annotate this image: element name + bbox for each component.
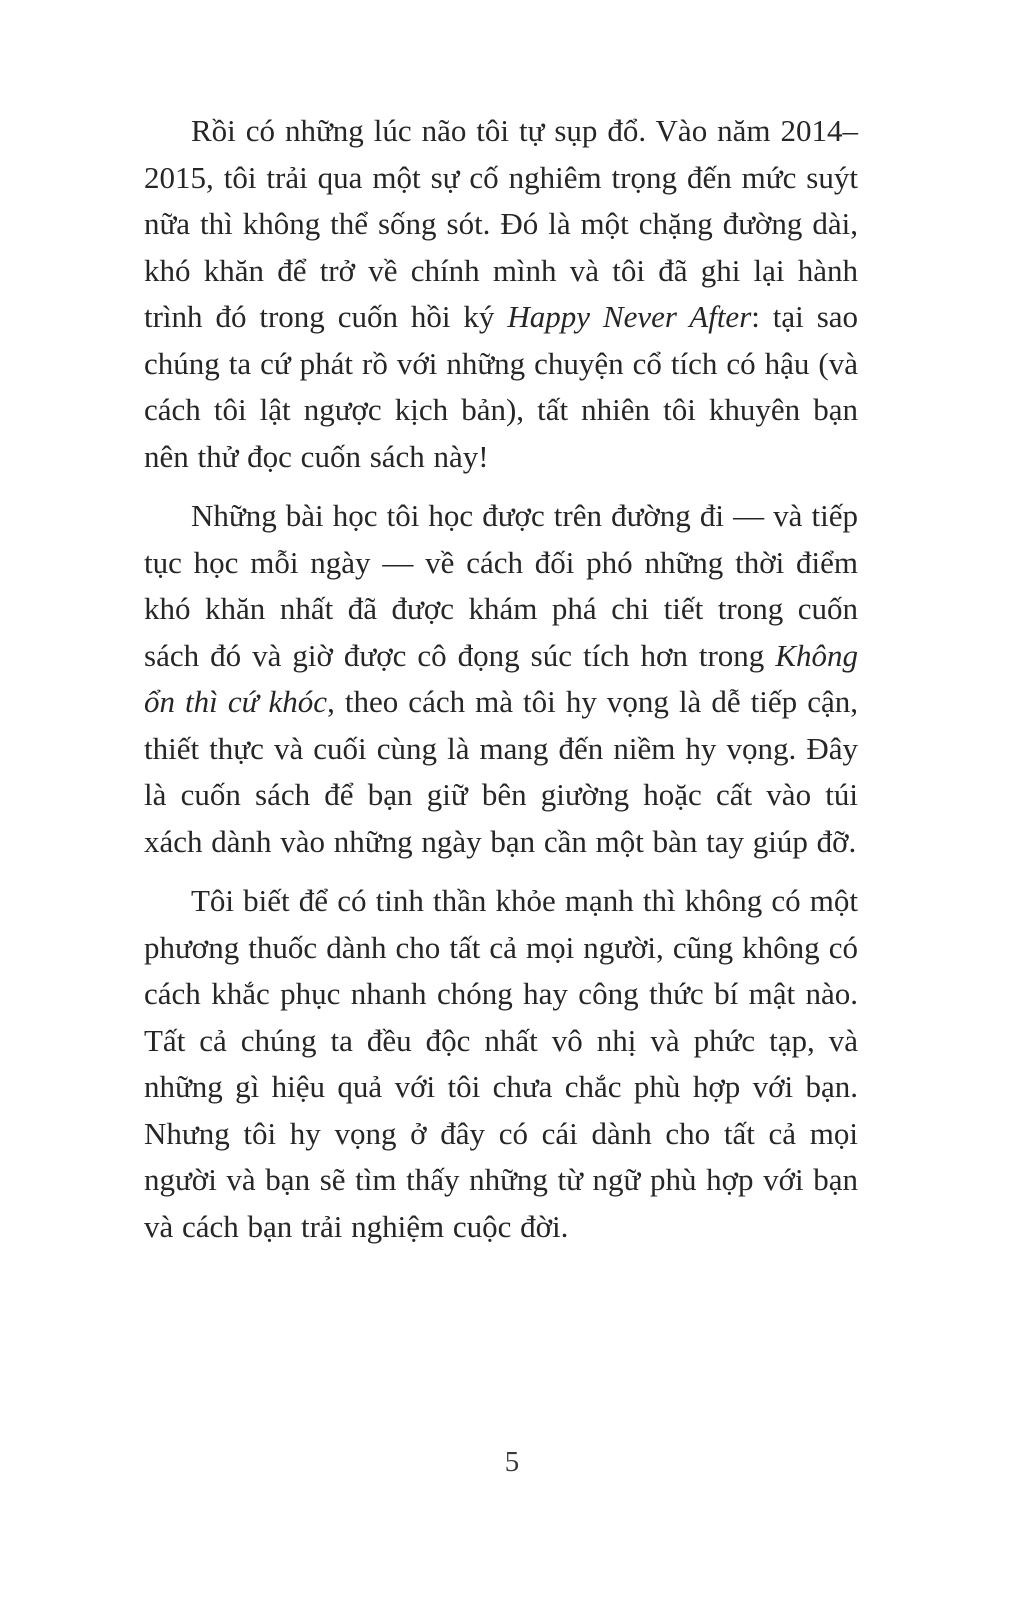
paragraph-3 <box>144 878 858 1250</box>
text-run: Tôi biết để có tinh thần khỏe mạnh thì không có một phương thuốc dành cho tất cả mọi người, cũng không có cách khắc phục nhanh chóng hay công thức bí mật nào. Tất cả chúng ta đều độc nhất vô nhị và phức tạp, và những gì hiệu quả với tôi chưa chắc phù hợp với bạn. Nhưng tôi hy vọng ở đây có cái dành cho tất cả mọi người và bạn sẽ tìm thấy những từ ngữ phù hợp với bạn và cách bạn trải nghiệm cuộc đời. <box>144 883 858 1244</box>
text-run: Rồi có những lúc não tôi tự sụp đổ. Vào năm 2014–2015, tôi trải qua một sự cố nghiêm trọng đến mức suýt nữa thì không thể sống sót. Đó là một chặng đường dài, khó khăn để trở về chính mình và tôi đã ghi lại hành trình đó trong cuốn hồi ký <box>144 113 858 334</box>
book-title-happy-never-after: Happy Never After <box>507 299 752 334</box>
text-run: Những bài học tôi học được trên đường đi — và tiếp tục học mỗi ngày — về cách đối phó những thời điểm khó khăn nhất đã được khám phá chi tiết trong cuốn sách đó và giờ được cô đọng súc tích hơn trong <box>144 498 858 673</box>
page-body <box>144 108 858 1250</box>
book-title-khong-on-thi-cu-khoc: Không ổn thì cứ khóc <box>144 637 858 719</box>
paragraph-2 <box>144 493 858 865</box>
text-run: , theo cách mà tôi hy vọng là dễ tiếp cận, thiết thực và cuối cùng là mang đến niềm hy vọng. Đây là cuốn sách để bạn giữ bên giường hoặc cất vào túi xách dành vào những ngày bạn cần một bàn tay giúp đỡ. <box>144 684 858 859</box>
text-run: : tại sao chúng ta cứ phát rồ với những chuyện cổ tích có hậu (và cách tôi lật ngược kịch bản), tất nhiên tôi khuyên bạn nên thử đọc cuốn sách này! <box>144 299 859 474</box>
paragraph-1 <box>144 108 858 480</box>
page-number: 5 <box>504 1446 520 1478</box>
